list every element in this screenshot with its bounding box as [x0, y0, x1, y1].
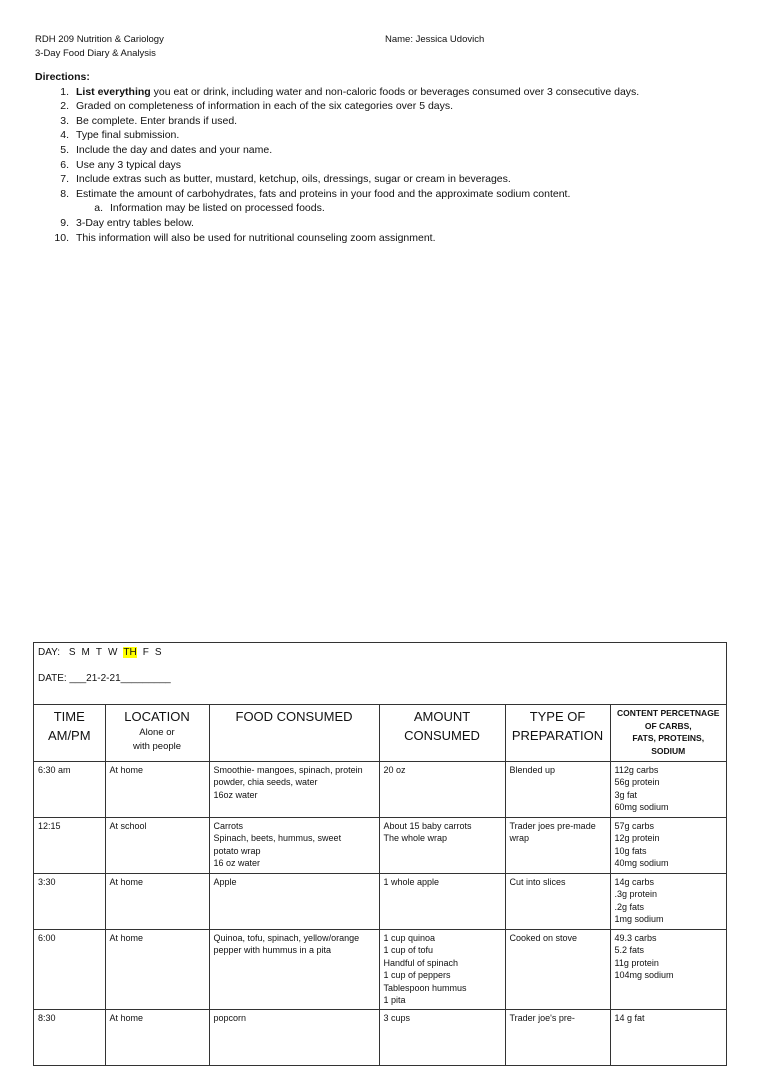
- cell-content: [610, 817, 726, 873]
- direction-text: [76, 85, 639, 100]
- header-line: TYPE OF: [529, 709, 586, 724]
- cell-line: At home: [109, 764, 144, 775]
- table-row: [34, 1010, 726, 1066]
- direction-item: [35, 114, 735, 129]
- cell-line: At home: [109, 876, 144, 887]
- cell-location: [105, 873, 209, 929]
- cell-line: 40mg sodium: [614, 858, 669, 869]
- cell-line: About 15 baby carrots: [383, 820, 472, 831]
- header-line: CONSUMED: [404, 728, 480, 743]
- cell-line: Cooked on stove: [509, 932, 578, 943]
- directions-section: [35, 70, 735, 245]
- cell-line: At home: [109, 932, 144, 943]
- cell-line: The whole wrap: [383, 833, 448, 844]
- cell-line: 1 pita: [383, 995, 406, 1006]
- cell-line: 60mg sodium: [614, 802, 669, 813]
- header-row: [34, 705, 726, 761]
- cell-line: pepper with hummus in a pita: [213, 945, 332, 956]
- direction-number: 4.: [60, 129, 69, 142]
- cell-line: powder, chia seeds, water: [213, 777, 318, 788]
- cell-line: Apple: [213, 876, 237, 887]
- cell-line: 5.2 fats: [614, 945, 645, 956]
- cell-line: 6:30 am: [38, 764, 71, 775]
- date-field: DATE: ___21-2-21_________: [38, 673, 171, 684]
- cell-content: [610, 761, 726, 817]
- direction-emphasis: List everything: [76, 85, 151, 98]
- cell-prep: [505, 873, 610, 929]
- direction-item: [35, 99, 735, 114]
- direction-item: [35, 187, 735, 202]
- cell-line: 56g protein: [614, 777, 660, 788]
- course-title: RDH 209 Nutrition & Cariology: [35, 34, 164, 45]
- cell-line: 14g carbs: [614, 876, 655, 887]
- cell-line: potato wrap: [213, 845, 261, 856]
- header-line: TIME: [53, 709, 85, 724]
- direction-text: [76, 128, 179, 143]
- day-label: DAY:: [38, 647, 61, 658]
- cell-location: [105, 1010, 209, 1066]
- cell-food: [209, 1010, 379, 1066]
- cell-food: [209, 929, 379, 1010]
- cell-prep: [505, 761, 610, 817]
- direction-text: [76, 158, 181, 173]
- cell-line: At school: [109, 820, 147, 831]
- cell-amount: [379, 873, 505, 929]
- cell-location: [105, 817, 209, 873]
- cell-time: [34, 1010, 105, 1066]
- direction-body: Information may be listed on processed foods.: [110, 202, 325, 215]
- cell-line: Handful of spinach: [383, 957, 459, 968]
- header-line: PREPARATION: [511, 728, 604, 743]
- cell-food: [209, 817, 379, 873]
- direction-number: 5.: [60, 143, 69, 156]
- cell-location: [105, 929, 209, 1010]
- day-option-s: S: [68, 647, 76, 658]
- direction-number: 2.: [60, 100, 69, 113]
- cell-line: 1 whole apple: [383, 876, 440, 887]
- header-line: LOCATION: [124, 709, 190, 724]
- cell-content: [610, 873, 726, 929]
- cell-line: popcorn: [213, 1013, 247, 1024]
- direction-body: Include the day and dates and your name.: [76, 143, 273, 156]
- direction-item: [35, 172, 735, 187]
- directions-title: Directions:: [35, 71, 90, 83]
- cell-amount: [379, 761, 505, 817]
- day-option-t: T: [95, 647, 102, 658]
- food-diary-table: [33, 642, 727, 1066]
- direction-body: Be complete. Enter brands if used.: [76, 114, 238, 127]
- day-date-row: [34, 643, 726, 705]
- header-line: FATS, PROTEINS,: [632, 733, 705, 743]
- cell-time: [34, 761, 105, 817]
- cell-amount: [379, 1010, 505, 1066]
- header-line: FOOD CONSUMED: [235, 709, 353, 724]
- cell-line: 3 cups: [383, 1013, 411, 1024]
- assignment-subtitle: 3-Day Food Diary & Analysis: [35, 48, 156, 59]
- cell-time: [34, 817, 105, 873]
- cell-food: [209, 761, 379, 817]
- cell-line: 49.3 carbs: [614, 932, 657, 943]
- cell-line: 6:00: [38, 932, 56, 943]
- cell-line: Cut into slices: [509, 876, 566, 887]
- cell-line: 1 cup of peppers: [383, 970, 451, 981]
- direction-text: [110, 201, 325, 216]
- cell-line: At home: [109, 1013, 144, 1024]
- direction-body: Use any 3 typical days: [76, 158, 182, 171]
- header-line: Alone or: [139, 727, 175, 738]
- direction-text: [76, 216, 194, 231]
- header-line: OF CARBS,: [644, 720, 692, 731]
- cell-line: Trader joes pre-made: [509, 820, 596, 831]
- cell-line: 12:15: [38, 820, 61, 831]
- cell-line: Tablespoon hummus: [383, 982, 467, 993]
- direction-item: [35, 128, 735, 143]
- cell-line: 11g protein: [614, 957, 659, 968]
- student-name: Name: Jessica Udovich: [385, 34, 485, 45]
- direction-body: Include extras such as butter, mustard, ketchup, oils, dressings, sugar or cream in beverages.: [76, 173, 511, 186]
- cell-line: .2g fats: [614, 901, 645, 912]
- direction-number: 7.: [60, 173, 69, 186]
- cell-content: [610, 1010, 726, 1066]
- direction-text: [76, 231, 436, 246]
- cell-line: 104mg sodium: [614, 970, 674, 981]
- direction-body: you eat or drink, including water and non-caloric foods or beverages consumed over 3 consecutive days.: [150, 85, 640, 98]
- cell-line: wrap: [509, 833, 530, 844]
- direction-text: [76, 99, 453, 114]
- direction-number: 3.: [60, 114, 69, 127]
- cell-line: 3:30: [38, 876, 56, 887]
- direction-number: 10.: [54, 231, 69, 244]
- cell-content: [610, 929, 726, 1010]
- direction-body: Type final submission.: [76, 129, 180, 142]
- cell-line: 16oz water: [213, 789, 258, 800]
- direction-body: Graded on completeness of information in each of the six categories over 5 days.: [76, 100, 454, 113]
- direction-text: [76, 114, 237, 129]
- col-type-of-preparation: [505, 705, 610, 761]
- cell-amount: [379, 817, 505, 873]
- cell-line: 1mg sodium: [614, 914, 664, 925]
- cell-amount: [379, 929, 505, 1010]
- header-line: AM/PM: [47, 728, 91, 743]
- cell-line: 14 g fat: [614, 1013, 645, 1024]
- direction-text: [76, 172, 511, 187]
- cell-line: Smoothie- mangoes, spinach, protein: [213, 764, 363, 775]
- col-amount-consumed: [379, 705, 505, 761]
- direction-item: [35, 85, 735, 100]
- cell-food: [209, 873, 379, 929]
- direction-item: [35, 216, 735, 231]
- cell-prep: [505, 929, 610, 1010]
- direction-body: 3-Day entry tables below.: [76, 216, 194, 229]
- cell-location: [105, 761, 209, 817]
- day-option-m: M: [81, 647, 90, 658]
- header-line: SODIUM: [651, 745, 686, 756]
- table-row: [34, 929, 726, 1010]
- direction-item: [35, 143, 735, 158]
- directions-list: [35, 85, 735, 246]
- day-option-f: F: [142, 647, 149, 658]
- document-header: [35, 33, 164, 61]
- cell-line: 16 oz water: [213, 858, 261, 869]
- cell-line: 20 oz: [383, 764, 406, 775]
- cell-line: 1 cup quinoa: [383, 932, 436, 943]
- direction-number: 1.: [60, 85, 69, 98]
- direction-item: [35, 158, 735, 173]
- direction-text: [76, 143, 272, 158]
- col-content: [610, 705, 726, 761]
- direction-text: [76, 187, 570, 202]
- cell-line: 112g carbs: [614, 764, 659, 775]
- cell-line: Blended up: [509, 764, 556, 775]
- direction-number: 9.: [60, 216, 69, 229]
- table-row: [34, 761, 726, 817]
- cell-line: 1 cup of tofu: [383, 945, 434, 956]
- col-food-consumed: [209, 705, 379, 761]
- day-selector: [38, 647, 722, 658]
- cell-line: Trader joe's pre-: [509, 1013, 575, 1024]
- header-line: with people: [132, 741, 182, 752]
- entries-table: [34, 705, 726, 1066]
- header-line: AMOUNT: [413, 709, 471, 724]
- direction-body: This information will also be used for nutritional counseling zoom assignment.: [76, 231, 436, 244]
- day-option-s: S: [154, 647, 162, 658]
- cell-time: [34, 873, 105, 929]
- cell-line: 10g fats: [614, 845, 647, 856]
- direction-number: 8.: [60, 187, 69, 200]
- cell-prep: [505, 817, 610, 873]
- cell-line: Quinoa, tofu, spinach, yellow/orange: [213, 932, 360, 943]
- day-option-w: W: [107, 647, 118, 658]
- direction-number: 6.: [60, 158, 69, 171]
- direction-number: a.: [94, 202, 103, 215]
- col-location: [105, 705, 209, 761]
- direction-body: Estimate the amount of carbohydrates, fats and proteins in your food and the approximate sodium content.: [76, 187, 571, 200]
- cell-prep: [505, 1010, 610, 1066]
- cell-line: 12g protein: [614, 833, 660, 844]
- cell-time: [34, 929, 105, 1010]
- cell-line: 8:30: [38, 1013, 56, 1024]
- cell-line: .3g protein: [614, 889, 658, 900]
- cell-line: 57g carbs: [614, 820, 655, 831]
- cell-line: Spinach, beets, hummus, sweet: [213, 833, 342, 844]
- table-row: [34, 817, 726, 873]
- direction-item: [35, 201, 735, 216]
- day-option-th: TH: [123, 647, 137, 658]
- cell-line: Carrots: [213, 820, 244, 831]
- direction-item: [35, 231, 735, 246]
- cell-line: 3g fat: [614, 789, 638, 800]
- col-time: [34, 705, 105, 761]
- header-line: CONTENT PERCETNAGE: [617, 708, 720, 718]
- table-row: [34, 873, 726, 929]
